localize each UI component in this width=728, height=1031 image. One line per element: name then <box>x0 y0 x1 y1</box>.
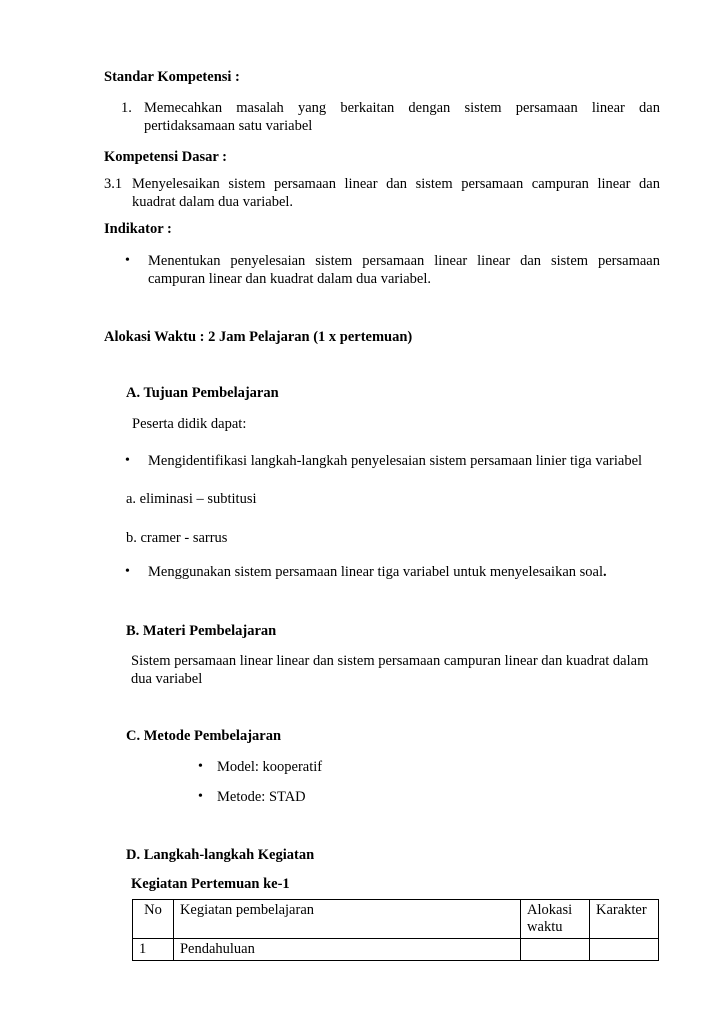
section-b-heading: B. Materi Pembelajaran <box>126 623 277 639</box>
kompetensi-item-line2: kuadrat dalam dua variabel. <box>132 194 294 210</box>
table-header-alokasi: Alokasi waktu <box>521 900 590 939</box>
standar-kompetensi-heading: Standar Kompetensi : <box>104 69 240 85</box>
section-a-item2-period: . <box>603 564 607 580</box>
section-d-subheading: Kegiatan Pertemuan ke-1 <box>131 876 290 892</box>
section-c-item2: Metode: STAD <box>217 789 306 805</box>
section-c-item1: Model: kooperatif <box>217 759 323 775</box>
section-a-sub-b: b. cramer - sarrus <box>126 530 228 546</box>
section-c-heading: C. Metode Pembelajaran <box>126 728 282 744</box>
bullet-icon: • <box>125 253 130 268</box>
section-a-item1: Mengidentifikasi langkah-langkah penyelesaian sistem persamaan linier tiga variabel <box>148 453 643 469</box>
section-a-heading: A. Tujuan Pembelajaran <box>126 385 279 401</box>
table-header-no: No <box>133 900 174 939</box>
bullet-icon: • <box>198 789 203 804</box>
standar-item-number: 1. <box>121 100 132 116</box>
table-header-kegiatan: Kegiatan pembelajaran <box>173 900 520 939</box>
bullet-icon: • <box>198 759 203 774</box>
indikator-item-line1: Menentukan penyelesaian sistem persamaan linear linear dan sistem persamaan <box>148 253 660 269</box>
section-a-intro: Peserta didik dapat: <box>132 416 247 432</box>
alokasi-waktu: Alokasi Waktu : 2 Jam Pelajaran (1 x pertemuan) <box>104 329 413 345</box>
section-a-item2-text: Menggunakan sistem persamaan linear tiga variabel untuk menyelesaikan soal <box>148 564 603 580</box>
bullet-icon: • <box>125 564 130 579</box>
table-cell-karakter <box>589 939 658 961</box>
standar-item-line2: pertidaksamaan satu variabel <box>144 118 313 134</box>
table-cell-no: 1 <box>133 939 174 961</box>
kompetensi-item-number: 3.1 <box>104 176 123 192</box>
table-cell-kegiatan: Pendahuluan <box>173 939 520 961</box>
standar-item-line1: Memecahkan masalah yang berkaitan dengan sistem persamaan linear dan <box>144 100 660 116</box>
indikator-heading: Indikator : <box>104 221 172 237</box>
kompetensi-item-line1: Menyelesaikan sistem persamaan linear dan sistem persamaan campuran linear dan <box>132 176 660 192</box>
section-b-line1: Sistem persamaan linear linear dan sistem persamaan campuran linear dan kuadrat dalam <box>131 653 649 669</box>
table-row <box>133 939 659 961</box>
section-a-item2 <box>148 563 607 581</box>
section-d-heading: D. Langkah-langkah Kegiatan <box>126 847 315 863</box>
table-cell-alokasi <box>521 939 590 961</box>
kompetensi-dasar-heading: Kompetensi Dasar : <box>104 149 227 165</box>
kegiatan-table <box>132 899 659 961</box>
bullet-icon: • <box>125 453 130 468</box>
indikator-item-line2: campuran linear dan kuadrat dalam dua variabel. <box>148 271 432 287</box>
table-header-row <box>133 900 659 939</box>
table-header-karakter: Karakter <box>589 900 658 939</box>
section-b-line2: dua variabel <box>131 671 203 687</box>
section-a-sub-a: a. eliminasi – subtitusi <box>126 491 257 507</box>
